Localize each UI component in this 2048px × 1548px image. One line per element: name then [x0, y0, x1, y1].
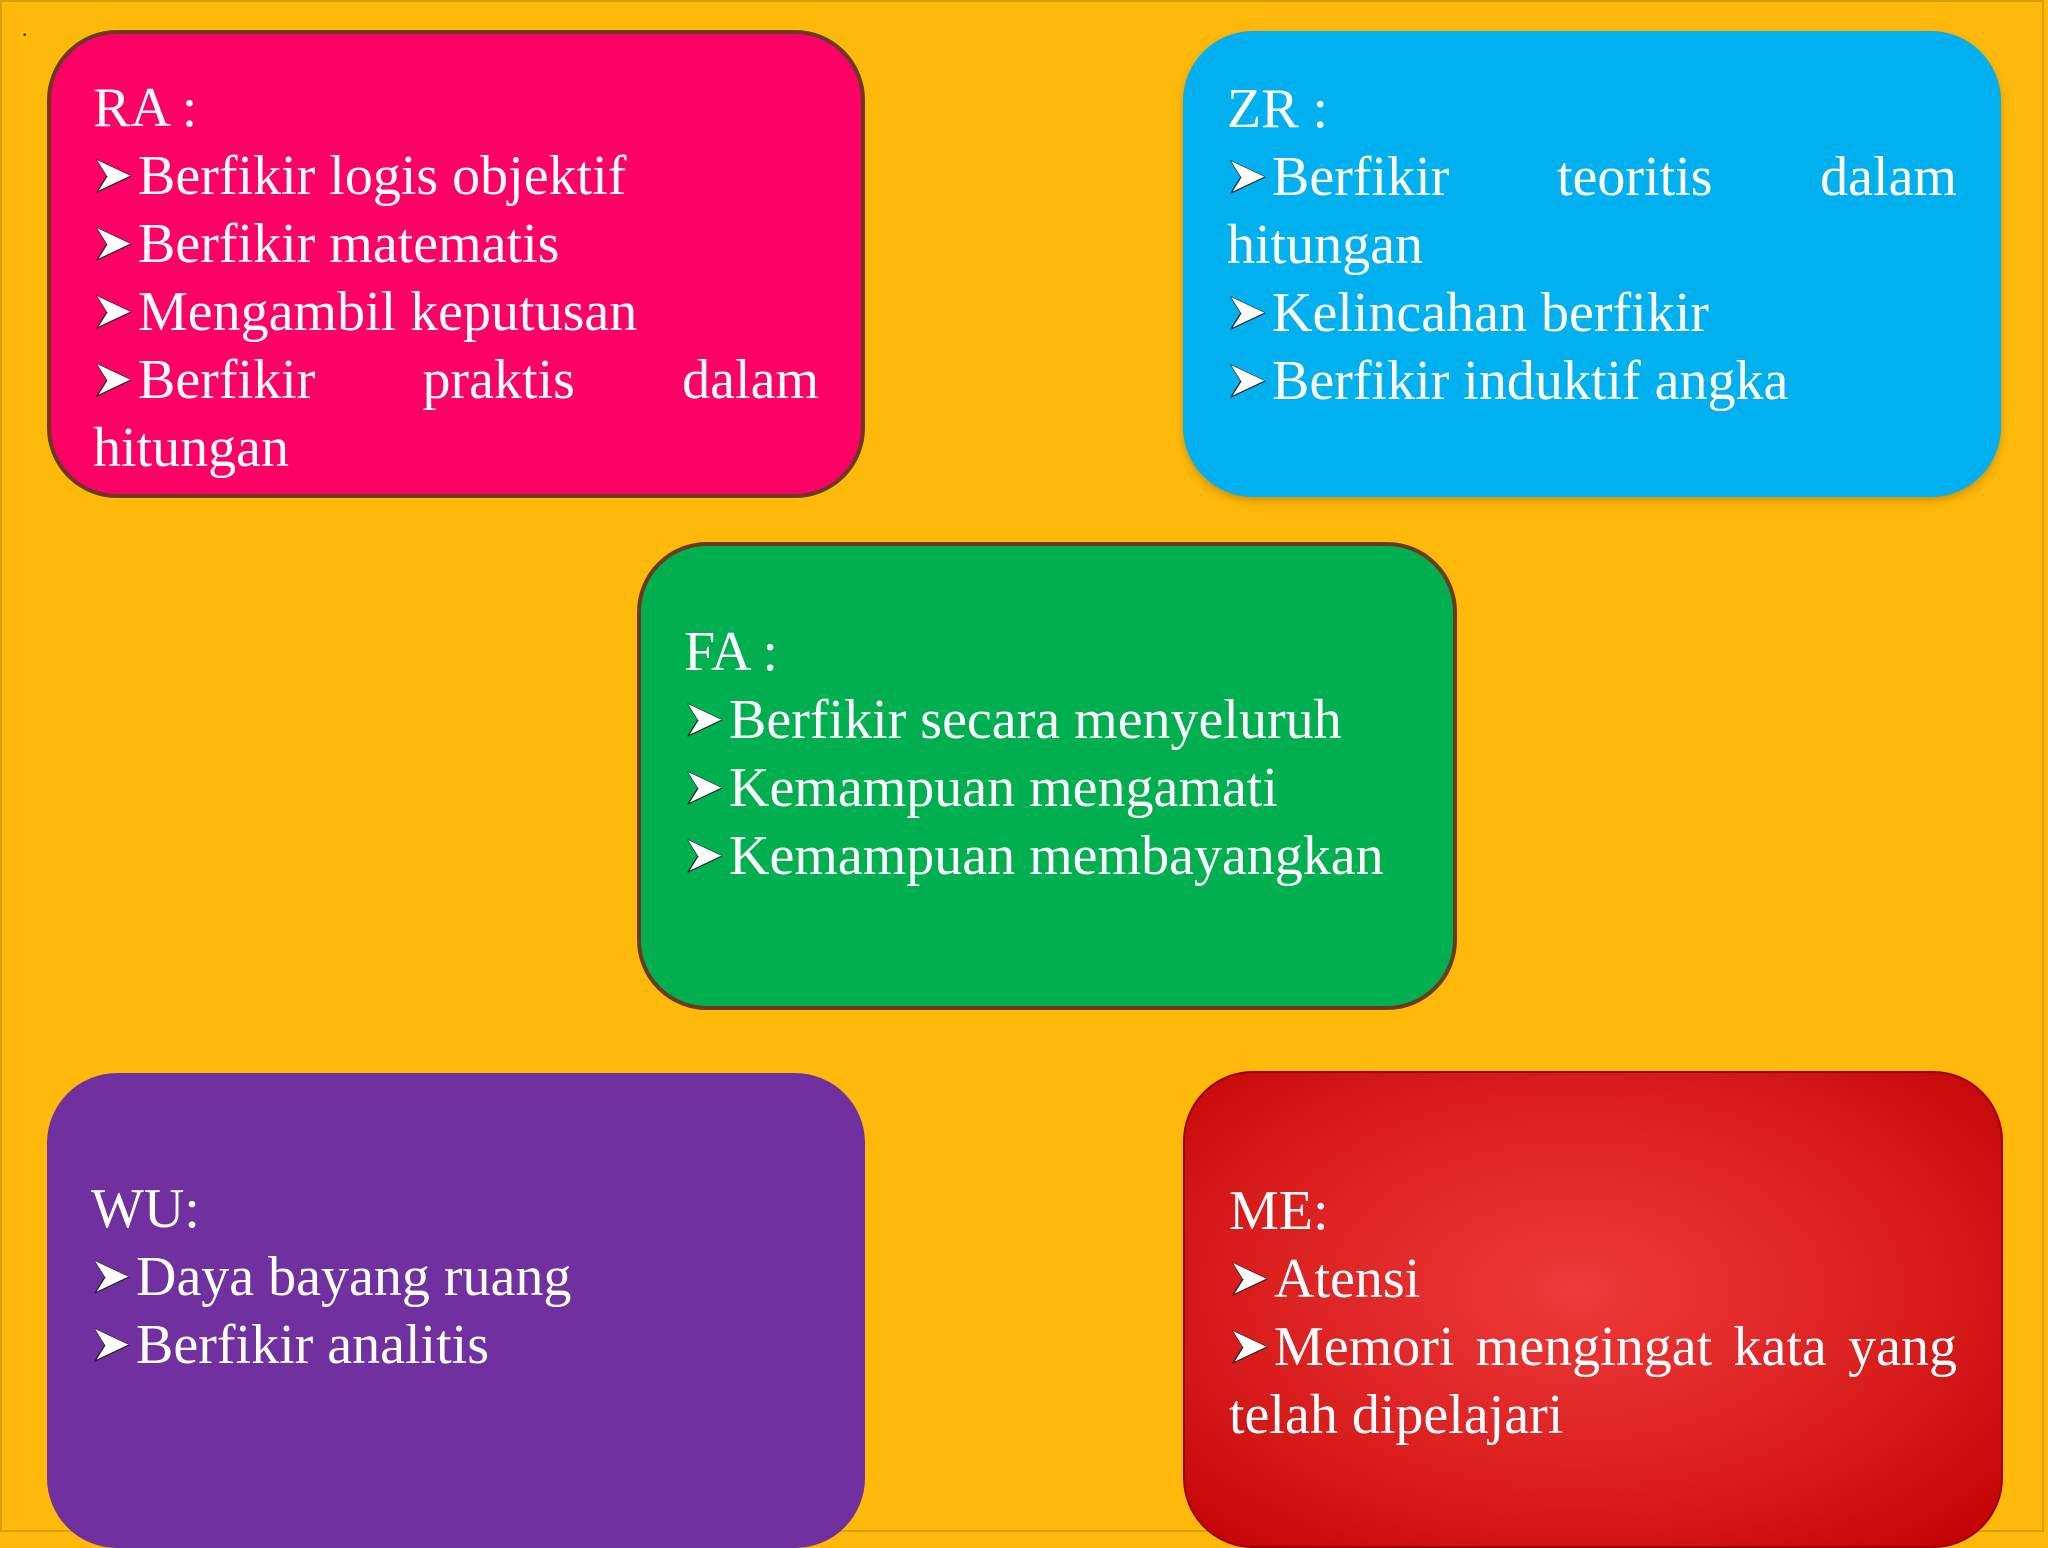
list-item — [93, 210, 819, 278]
box-me — [1183, 1071, 2003, 1548]
list-item-text: Atensi — [1274, 1248, 1421, 1310]
arrow-bullet-icon — [1227, 293, 1267, 333]
box-me-title: ME: — [1229, 1180, 1329, 1242]
list-item — [1227, 143, 1957, 279]
list-item — [91, 1243, 823, 1311]
list-item-text: Berfikir analitis — [136, 1314, 490, 1376]
arrow-bullet-icon — [91, 1257, 131, 1297]
arrow-bullet-icon — [1227, 361, 1267, 401]
list-item — [684, 686, 1413, 754]
list-item-text: Daya bayang ruang — [136, 1246, 572, 1308]
box-zr-list — [1227, 143, 1957, 415]
list-item — [93, 346, 819, 482]
list-item-text: Kelincahan berfikir — [1272, 282, 1709, 344]
list-item-text: Berfikir matematis — [138, 213, 560, 275]
box-ra-list — [93, 142, 819, 482]
box-zr-title: ZR : — [1227, 78, 1329, 140]
arrow-bullet-icon — [1227, 157, 1267, 197]
list-item-text: Berfikir induktif angka — [1272, 350, 1789, 412]
arrow-bullet-icon — [93, 156, 133, 196]
arrow-bullet-icon — [1229, 1259, 1269, 1299]
box-zr — [1183, 31, 2001, 497]
corner-mark: . — [22, 16, 28, 41]
box-wu-list — [91, 1243, 823, 1379]
box-wu-title: WU: — [91, 1178, 200, 1240]
list-item — [684, 754, 1413, 822]
list-item-text: Berfikir secara menyeluruh — [729, 689, 1342, 751]
arrow-bullet-icon — [93, 224, 133, 264]
arrow-bullet-icon — [684, 700, 724, 740]
list-item — [93, 278, 819, 346]
box-wu — [47, 1073, 865, 1548]
list-item — [684, 822, 1413, 890]
box-me-list — [1229, 1245, 1957, 1449]
arrow-bullet-icon — [1229, 1327, 1269, 1367]
arrow-bullet-icon — [684, 768, 724, 808]
box-ra — [47, 30, 865, 498]
arrow-bullet-icon — [93, 360, 133, 400]
box-fa-title: FA : — [684, 621, 778, 683]
list-item — [1229, 1245, 1957, 1313]
list-item-text: Berfikir teoritis dalam hitungan — [1227, 146, 1957, 276]
list-item — [1227, 347, 1957, 415]
list-item-text: Mengambil keputusan — [138, 281, 638, 343]
box-ra-title: RA : — [93, 77, 198, 139]
list-item-text: Kemampuan mengamati — [729, 757, 1278, 819]
box-fa — [637, 542, 1457, 1010]
arrow-bullet-icon — [684, 836, 724, 876]
list-item — [1227, 279, 1957, 347]
box-fa-list — [684, 686, 1413, 890]
list-item — [1229, 1313, 1957, 1449]
list-item — [91, 1311, 823, 1379]
arrow-bullet-icon — [91, 1325, 131, 1365]
list-item-text: Berfikir logis objektif — [138, 145, 627, 207]
list-item — [93, 142, 819, 210]
list-item-text: Memori mengingat kata yang telah dipelajari — [1229, 1316, 1957, 1446]
list-item-text: Kemampuan membayangkan — [729, 825, 1384, 887]
arrow-bullet-icon — [93, 292, 133, 332]
list-item-text: Berfikir praktis dalam hitungan — [93, 349, 819, 479]
